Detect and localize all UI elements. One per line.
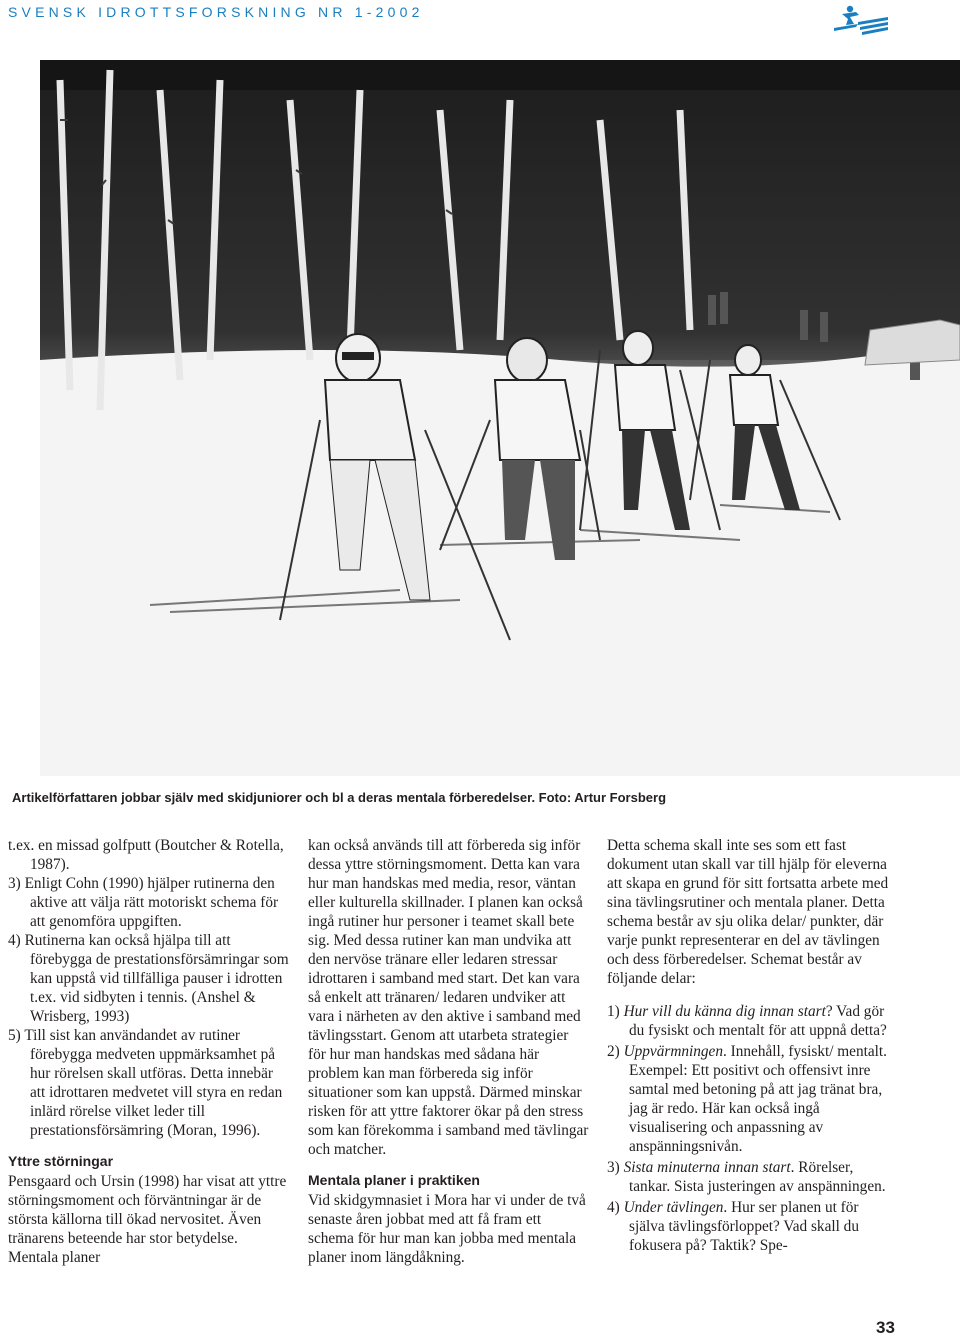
list-text: Till sist kan användandet av rutiner förebygga medveten uppmärksamhet på hur rörelsen skall utföras. Detta innebär att idrottaren medvetet vill styra en redan inlärd rörelse vilket leder till prestationsförsämring (Moran, 1996). [24,1027,283,1139]
paragraph: Vid skidgymnasiet i Mora har vi under de två senaste åren jobbat med att få fram ett schema för hur man kan jobba med mentala planer inom längdåkning. [308,1192,586,1266]
list-number: 3) [607,1159,620,1176]
paragraph: kan också används till att förbereda sig inför dessa yttre störningsmoment. Detta kan vara hur man handskas med media, resor, väntan eller kulturella skillnader. I planen kan också ingå rutiner hur personer i teamet skall bete sig. Med dessa rutiner kan man undvika att den nervöse tränare eller ledaren stressar idrottaren i samband med start. Det kan vara så enkelt att tränaren/ ledaren undviker att vara i närheten av den aktive i samband med tävlingsstart. Genom att utarbeta strategier för hur man handskas med sådana här problem kan man förbereda sig inför situationer som kan uppstå. Därmed minskar risken för att yttre faktorer ökar på den stress som kan förekomma i samband med tävlingar och matcher. [308,837,589,1158]
list-title: Uppvärmningen [623,1043,723,1060]
list-text: ? Vad gör du fysiskt och mentalt för att uppnå detta? [629,1003,887,1039]
list-item [607,1198,897,1255]
list-number: 5) [8,1027,21,1044]
list-item [8,931,290,1026]
page-number: 33 [876,1318,895,1337]
text-column-2 [308,836,590,1267]
paragraph: Detta schema skall inte ses som ett fast dokument utan skall var till hjälp för eleverna att skapa en grund för sitt fortsatta arbete med sina tävlingsrutiner och mentala planer. Detta schema består av sju olika delar/ punkter, där varje punkt representerar en del av tävlingen och dess förberedelser. Schemat består av följande delar: [607,837,889,987]
text-column-1 [8,836,290,1267]
list-item [8,874,290,931]
photo-illustration [40,60,960,776]
list-text: . Innehåll, fysiskt/ mentalt. Exempel: Ett positivt och offensivt inre samtal med betoning på att jag tränat bra, jag är redo. Här kan också ingå visualisering och anpassning av anspänningsnivån. [629,1043,887,1155]
paragraph: t.ex. en missad golfputt (Boutcher & Rotella, 1987). [8,837,284,873]
list-text: . Rörelser, tankar. Sista justeringen av anspänningen. [629,1159,886,1195]
list-title: Under tävlingen [623,1199,724,1216]
list-text: Enligt Cohn (1990) hjälper rutinerna den aktive att välja rätt motoriskt schema för att genomföra uppgiften. [24,875,279,930]
skiers-photo [40,60,960,776]
list-item [8,1026,290,1140]
list-number: 2) [607,1043,620,1060]
numbered-list [607,1002,897,1255]
list-item [607,1002,897,1040]
list-number: 3) [8,875,21,892]
list-item [607,1158,897,1196]
section-heading: Yttre störningar [8,1153,114,1169]
skier-logo-icon [828,4,892,38]
list-number: 4) [8,932,21,949]
list-item [607,1042,897,1156]
photo-caption: Artikelförfattaren jobbar själv med skidjuniorer och bl a deras mentala förberedelser. Foto: Artur Forsberg [12,790,667,805]
text-column-3 [607,836,897,1257]
list-number: 1) [607,1003,620,1020]
paragraph: Pensgaard och Ursin (1998) har visat att yttre störningsmoment och förväntningar är de största källorna till ökad nervositet. Även tränarens beteende har stor betydelse. Mentala planer [8,1173,287,1266]
list-text: . Hur ser planen ut för själva tävlingsförloppet? Vad skall du fokusera på? Taktik? Spe- [629,1199,859,1254]
list-title: Sista minuterna innan start [623,1159,791,1176]
list-text: Rutinerna kan också hjälpa till att förebygga de prestationsförsämringar som kan uppstå vid tillfälliga pauser i idrotten t.ex. vid sidbyten i tennis. (Anshel & Wrisberg, 1993) [24,932,289,1025]
list-number: 4) [607,1199,620,1216]
list-title: Hur vill du känna dig innan start [623,1003,826,1020]
section-heading: Mentala planer i praktiken [308,1172,480,1188]
running-title: SVENSK IDROTTSFORSKNING NR 1-2002 [8,4,424,20]
